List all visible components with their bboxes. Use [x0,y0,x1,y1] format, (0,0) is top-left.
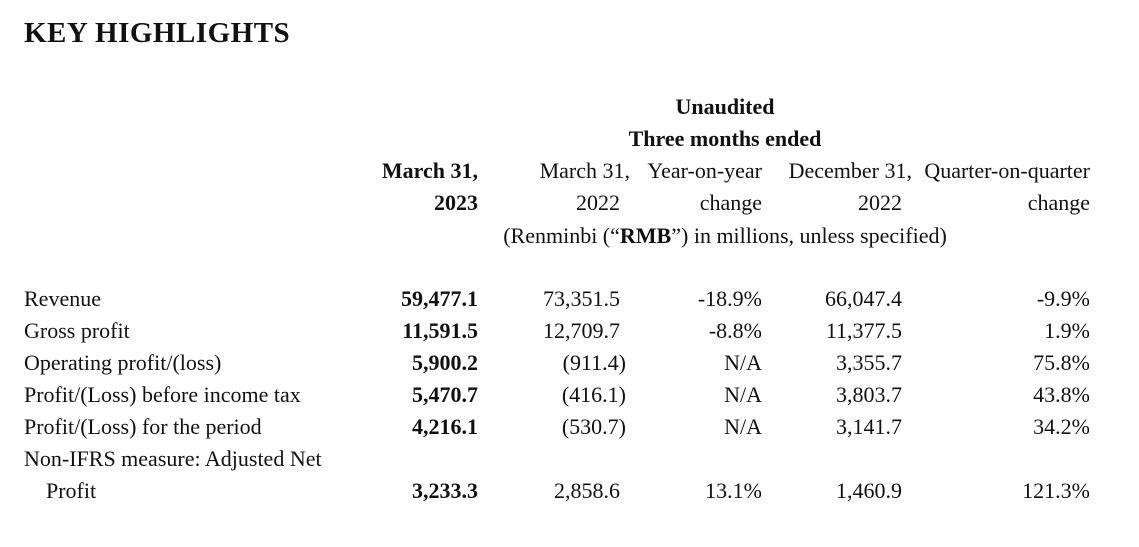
cell-profit-before-tax-mar2022: (416.1) [561,382,626,407]
cell-revenue-yoy: -18.9% [697,286,762,311]
cell-adjusted-net-profit-yoy: 13.1% [705,478,762,503]
cell-revenue-qoq: -9.9% [1036,286,1090,311]
row-label-revenue: Revenue [24,286,101,311]
row-label-gross-profit: Gross profit [24,318,130,343]
header-period: Three months ended [628,126,822,151]
cell-profit-for-period-yoy: N/A [724,414,762,439]
cell-operating-profit-mar2022: (911.4) [562,350,626,375]
cell-revenue-dec2022: 66,047.4 [825,286,902,311]
row-label-adjusted-net-profit-line2: Profit [46,478,97,503]
cell-profit-for-period-mar2023: 4,216.1 [412,414,478,439]
cell-profit-before-tax-dec2022: 3,803.7 [836,382,902,407]
cell-adjusted-net-profit-mar2022: 2,858.6 [554,478,620,503]
row-label-operating-profit: Operating profit/(loss) [24,350,222,375]
header-col-qoq-line2: change [1027,190,1090,215]
cell-operating-profit-yoy: N/A [724,350,762,375]
row-label-profit-before-tax: Profit/(Loss) before income tax [24,382,301,407]
cell-profit-for-period-dec2022: 3,141.7 [836,414,902,439]
cell-profit-before-tax-mar2023: 5,470.7 [412,382,478,407]
header-col-mar2022-line1: March 31, [539,158,630,183]
cell-gross-profit-mar2023: 11,591.5 [402,318,478,343]
cell-operating-profit-mar2023: 5,900.2 [412,350,478,375]
cell-gross-profit-mar2022: 12,709.7 [543,318,620,343]
header-col-mar2023-line2: 2023 [434,190,478,215]
row-label-adjusted-net-profit-line1: Non-IFRS measure: Adjusted Net [24,446,322,471]
header-col-mar2022-line2: 2022 [576,190,620,215]
cell-gross-profit-yoy: -8.8% [708,318,762,343]
cell-profit-for-period-mar2022: (530.7) [561,414,626,439]
cell-profit-before-tax-yoy: N/A [724,382,762,407]
cell-adjusted-net-profit-mar2023: 3,233.3 [412,478,478,503]
cell-adjusted-net-profit-dec2022: 1,460.9 [836,478,902,503]
cell-gross-profit-dec2022: 11,377.5 [825,318,902,343]
cell-profit-before-tax-qoq: 43.8% [1033,382,1090,407]
header-col-dec2022-line1: December 31, [788,158,912,183]
cell-profit-for-period-qoq: 34.2% [1033,414,1090,439]
header-col-dec2022-line2: 2022 [858,190,902,215]
cell-adjusted-net-profit-qoq: 121.3% [1022,478,1090,503]
units-note: (Renminbi (“RMB”) in millions, unless specified) [503,223,947,248]
header-unaudited: Unaudited [675,94,775,119]
header-col-qoq-line1: Quarter-on-quarter [924,158,1090,183]
header-col-yoy-line2: change [699,190,762,215]
cell-operating-profit-qoq: 75.8% [1033,350,1090,375]
row-label-profit-for-period: Profit/(Loss) for the period [24,414,262,439]
cell-operating-profit-dec2022: 3,355.7 [836,350,902,375]
cell-revenue-mar2022: 73,351.5 [543,286,620,311]
header-col-yoy-line1: Year-on-year [647,158,762,183]
cell-gross-profit-qoq: 1.9% [1044,318,1090,343]
cell-revenue-mar2023: 59,477.1 [401,286,478,311]
page-title: KEY HIGHLIGHTS [24,17,291,49]
header-col-mar2023-line1: March 31, [381,158,478,183]
